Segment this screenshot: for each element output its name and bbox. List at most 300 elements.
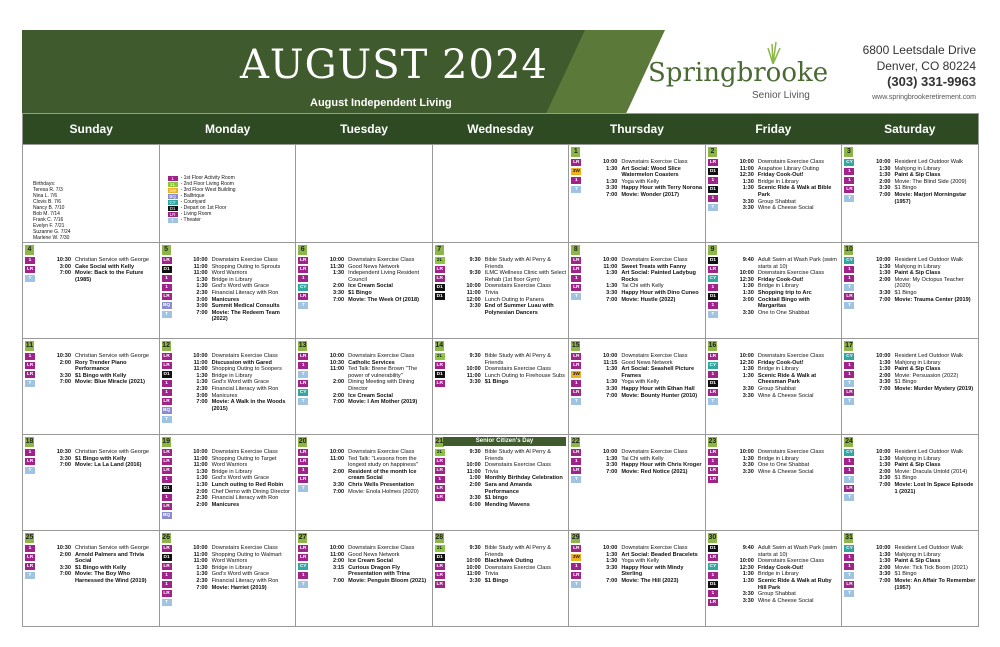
location-tag: D1 — [436, 372, 443, 377]
location-tag: LR — [436, 573, 443, 578]
birthday-entry: Suzanne G. 7/24 — [33, 229, 71, 235]
location-tag: LR — [846, 294, 853, 299]
day-number: 5 — [162, 245, 171, 255]
event-title: Tai Chi with Kelly — [621, 455, 664, 462]
location-tag: BQ — [162, 408, 171, 413]
event-time: 2:00 — [879, 178, 891, 185]
event-row — [186, 482, 294, 489]
event-time: 2:00 — [59, 359, 71, 366]
day-cell — [159, 145, 296, 242]
event-time: 1:30 — [606, 366, 618, 373]
birthday-entry: Nancy B. 7/10 — [33, 205, 65, 211]
event-list — [595, 353, 703, 399]
event-list — [322, 257, 430, 303]
event-time: 11:00 — [466, 289, 481, 296]
event-title: Movie: The Boy Who Harnessed the Wind (2019) — [75, 571, 147, 584]
event-row — [868, 552, 976, 559]
event-row — [322, 283, 430, 290]
event-time: 3:30 — [742, 385, 754, 392]
location-tag: LR — [436, 267, 443, 272]
event-title: Chris Wells Presentation — [348, 481, 414, 488]
event-time: 3:30 — [742, 198, 754, 205]
event-row — [322, 565, 430, 578]
event-title: Scenic Ride & Walk at Cheesman Park — [757, 372, 817, 386]
event-row — [49, 456, 157, 463]
location-tags — [571, 159, 582, 195]
event-time: 1:30 — [196, 372, 208, 379]
event-title: Group Shabbat — [757, 385, 796, 392]
event-title: Resident of the month Ice cream Social — [348, 468, 417, 482]
event-row — [322, 393, 430, 400]
day-cell — [23, 339, 159, 434]
event-title: Downstairs Exercise Class — [211, 449, 278, 455]
event-time: 7:00 — [59, 462, 71, 469]
event-time: 10:00 — [876, 159, 891, 165]
event-title: Good News Network — [348, 551, 400, 558]
location-tag: LR — [163, 459, 170, 464]
day-number: 9 — [708, 245, 717, 255]
event-title: Group Shabbat — [757, 591, 796, 598]
event-time: 7:00 — [606, 468, 618, 475]
location-tag: D1 — [709, 546, 716, 551]
day-number: 30 — [708, 534, 717, 541]
event-row — [459, 449, 567, 462]
event-time: 1:30 — [606, 165, 618, 172]
event-row — [732, 353, 840, 360]
event-title: Yoga with Kelly — [621, 379, 660, 386]
location-tag: 1 — [844, 458, 854, 465]
event-time: 3:30 — [606, 289, 618, 296]
event-title: Movie: Marjori Morningstar (1957) — [894, 191, 967, 205]
event-row — [868, 565, 976, 572]
day-cell — [295, 435, 432, 530]
location-tags — [162, 353, 173, 425]
event-time: 1:30 — [196, 276, 208, 283]
event-list — [868, 159, 976, 205]
event-time: 2:00 — [59, 551, 71, 558]
location-tags — [298, 545, 309, 590]
location-tag: T — [708, 311, 718, 318]
location-tag: D1 — [436, 555, 443, 560]
event-time: 11:00 — [193, 558, 208, 565]
event-title: $1 Bingo — [894, 289, 917, 296]
event-title: Yoga with Kelly — [621, 178, 660, 185]
event-row — [595, 578, 703, 585]
location-tag: LR — [299, 555, 307, 560]
event-title: Ted Talk: "Lessons from the longest study on happiness" — [348, 455, 418, 469]
calendar — [22, 113, 979, 627]
event-row — [186, 386, 294, 393]
event-row — [186, 502, 294, 509]
event-time: 1:30 — [196, 283, 208, 290]
location-tag: LR — [26, 363, 34, 368]
event-title: Adult Swim at Wash Park (swim starts at 10) — [757, 257, 837, 270]
event-title: Chef Demo with Dining Director — [211, 488, 290, 495]
event-row — [322, 489, 430, 496]
day-cell — [568, 435, 705, 530]
location-tag: T — [571, 398, 581, 405]
event-row — [186, 585, 294, 592]
location-tag: T — [25, 275, 35, 282]
event-row — [595, 159, 703, 166]
calendar-week — [23, 434, 978, 530]
event-time: 12:30 — [739, 564, 754, 571]
event-time: 9:30 — [469, 257, 481, 263]
event-time: 1:30 — [879, 359, 891, 366]
location-tag: 3W — [572, 169, 580, 174]
day-cell — [23, 531, 159, 626]
day-cell — [432, 435, 569, 530]
location-tags — [844, 449, 855, 503]
weekday-label: Friday — [755, 122, 792, 136]
location-tag: D1 — [709, 294, 716, 299]
location-tag: LR — [573, 450, 580, 455]
location-tag: LR — [26, 267, 34, 272]
location-tag: T — [844, 195, 854, 202]
event-title: Shopping Outing to Sprouts — [211, 263, 281, 270]
location-tag: LR — [436, 582, 443, 587]
event-row — [322, 379, 430, 392]
location-tags — [708, 159, 719, 213]
event-title: Good News Network — [348, 263, 400, 270]
location-tag: 1 — [844, 275, 854, 282]
birthday-entry: Frank C. 7/16 — [33, 217, 64, 223]
event-time: 7:00 — [879, 577, 891, 584]
event-title: $1 Bingo with Kelly — [75, 564, 127, 571]
event-row — [322, 558, 430, 565]
event-time: 3:30 — [879, 379, 891, 386]
event-row — [322, 257, 430, 264]
event-title: Movie: My Octopus Teacher (2020) — [894, 276, 964, 290]
location-tag: 1 — [162, 380, 172, 387]
event-time: 3:30 — [742, 392, 754, 399]
event-time: 10:00 — [739, 449, 754, 455]
day-number: 24 — [845, 438, 853, 445]
location-tag: 1 — [162, 284, 172, 291]
event-time: 1:30 — [742, 571, 754, 578]
day-cell — [159, 435, 296, 530]
location-tag: 3W — [572, 372, 580, 377]
event-title: Bridge in Library — [757, 455, 799, 462]
location-tag: 3W — [572, 555, 580, 560]
event-time: 10:00 — [466, 366, 481, 373]
event-row — [595, 297, 703, 304]
event-title: Financial Literacy with Ron — [211, 289, 279, 296]
event-row — [186, 578, 294, 585]
event-time: 3:30 — [469, 303, 481, 310]
event-time: 1:30 — [606, 551, 618, 558]
location-tag: 1 — [298, 467, 308, 474]
logo-text: Springbrooke — [648, 58, 829, 88]
legend-swatch: T — [168, 218, 178, 223]
day-number: 11 — [25, 342, 34, 349]
event-row — [868, 571, 976, 578]
event-title: Downstairs Exercise Class — [211, 257, 278, 263]
event-row — [595, 462, 703, 469]
event-title: Wine & Cheese Social — [757, 205, 814, 212]
location-tag: 1 — [708, 458, 718, 465]
event-time: 9:40 — [742, 257, 754, 263]
event-row — [186, 303, 294, 310]
location-tag: D1 — [436, 294, 443, 299]
event-row — [868, 386, 976, 393]
location-tags — [435, 449, 446, 503]
legend-swatch: BQ — [169, 193, 176, 199]
event-time: 2:00 — [332, 379, 345, 386]
event-time: 7:00 — [59, 270, 71, 277]
weekday-label: Saturday — [884, 122, 936, 136]
event-row — [732, 456, 840, 463]
location-tag: T — [162, 311, 172, 318]
event-title: Bible Study with Al Perry & Friends — [484, 545, 551, 558]
location-tags — [25, 353, 36, 389]
location-tag: 1 — [708, 284, 718, 291]
event-title: Movie: La La Land (2016) — [75, 462, 142, 469]
location-tag: 1 — [435, 476, 445, 483]
location-tag: 1 — [844, 168, 854, 175]
location-tag: 1 — [844, 467, 854, 474]
location-legend — [168, 175, 236, 223]
event-row — [49, 552, 157, 565]
event-title: Rory Trender Piano Performance — [75, 359, 127, 373]
location-tag: LR — [573, 390, 580, 395]
event-list — [49, 353, 157, 386]
event-title: Movie: Back to the Future (1985) — [75, 270, 144, 283]
event-title: $1 bingo — [484, 495, 508, 502]
event-time: 1:30 — [196, 481, 208, 488]
event-title: Paint & Sip Class — [894, 462, 941, 469]
event-time: 2:00 — [332, 468, 345, 475]
event-title: Mahjong in Library — [894, 165, 941, 172]
event-list — [732, 545, 840, 604]
event-time: 10:00 — [603, 449, 618, 455]
location-tag: T — [571, 293, 581, 300]
location-tag: LR — [299, 294, 307, 299]
event-row — [186, 283, 294, 290]
event-row — [322, 353, 430, 360]
calendar-week — [23, 144, 978, 242]
event-title: Lunch Outing to Firehouse Subs — [484, 372, 565, 379]
event-list — [868, 545, 976, 591]
day-number: 16 — [708, 342, 717, 349]
event-row — [732, 469, 840, 476]
day-number: 6 — [298, 245, 307, 255]
location-tags — [571, 257, 582, 302]
event-row — [459, 545, 567, 558]
location-tag: CY — [846, 258, 853, 263]
event-row — [732, 386, 840, 393]
location-tag: D1 — [709, 169, 716, 174]
location-tags — [708, 449, 719, 485]
event-time: 10:00 — [739, 270, 754, 277]
event-row — [732, 558, 840, 565]
event-row — [459, 565, 567, 572]
event-title: God's Word with Grace — [211, 283, 270, 290]
location-tag: 1 — [708, 590, 718, 597]
weekday-label: Tuesday — [340, 122, 388, 136]
location-tags — [571, 353, 582, 407]
event-time: 1:30 — [879, 366, 891, 373]
event-time: 10:00 — [466, 283, 481, 290]
event-time: 3:30 — [606, 462, 618, 469]
event-time: 1:30 — [879, 172, 891, 179]
event-time: 3:15 — [332, 564, 345, 571]
event-time: 7:00 — [196, 584, 208, 591]
event-title: Cake Social with Kelly — [75, 263, 135, 270]
event-title: Resident Led Outdoor Walk — [894, 545, 963, 551]
legend-label: - Courtyard — [180, 199, 206, 205]
event-row — [868, 475, 976, 482]
event-title: Shopping Outing to Soopers — [211, 366, 282, 373]
event-time: 3:30 — [879, 571, 891, 578]
event-title: Movie: Penguin Bloom (2021) — [348, 577, 427, 584]
event-time: 10:00 — [193, 257, 208, 263]
day-number: 18 — [25, 438, 34, 445]
event-row — [868, 578, 976, 591]
event-row — [595, 166, 703, 179]
event-list — [459, 545, 567, 585]
event-row — [186, 257, 294, 264]
address-line-1: 6800 Leetsdale Drive — [862, 43, 976, 57]
location-tag: 1 — [844, 266, 854, 273]
event-row — [868, 270, 976, 277]
event-row — [732, 199, 840, 206]
day-cell — [841, 339, 978, 434]
event-title: Mahjong in Library — [894, 455, 941, 462]
location-tags — [708, 545, 719, 608]
location-tag: LR — [709, 354, 717, 359]
location-tags — [844, 545, 855, 599]
event-title: Bridge in Library — [211, 372, 253, 379]
event-time: 11:00 — [330, 551, 345, 558]
location-tags — [435, 257, 446, 302]
location-tag: LR — [299, 381, 307, 386]
location-tag: LR — [846, 390, 853, 395]
location-tags — [298, 257, 309, 311]
event-row — [459, 571, 567, 578]
event-row — [732, 185, 840, 198]
event-title: Shopping Outing to Walmart — [211, 551, 282, 558]
event-time: 10:30 — [56, 449, 71, 455]
event-time: 3:00 — [196, 296, 208, 303]
location-tag: 1 — [844, 362, 854, 369]
location-tag: 1 — [298, 362, 308, 369]
event-time: 1:30 — [196, 475, 208, 482]
event-row — [186, 277, 294, 284]
event-title: Friday Cook-Out! — [757, 172, 804, 179]
event-title: God's Word with Grace — [211, 571, 270, 578]
event-row — [322, 482, 430, 489]
event-time: 9:40 — [742, 545, 754, 551]
event-title: Downstairs Exercise Class — [757, 159, 825, 165]
event-list — [732, 159, 840, 212]
event-row — [595, 558, 703, 565]
event-time: 7:00 — [332, 488, 345, 495]
event-time: 10:00 — [193, 353, 208, 359]
event-title: Catholic Services — [348, 359, 395, 366]
event-title: Movie: Enola Holmes (2020) — [348, 488, 419, 495]
location-tag: T — [162, 599, 172, 606]
event-time: 1:30 — [742, 366, 754, 373]
event-row — [186, 558, 294, 565]
location-tag: T — [25, 572, 35, 579]
location-tag: LR — [709, 600, 717, 605]
location-tag: LR — [573, 573, 580, 578]
event-row — [322, 578, 430, 585]
event-time: 1:30 — [332, 270, 345, 277]
location-tag: 1 — [844, 371, 854, 378]
weekday-label: Thursday — [609, 122, 664, 136]
event-title: Downstairs Exercise Class — [621, 159, 688, 165]
event-row — [459, 366, 567, 373]
location-tag: CY — [709, 564, 717, 569]
location-tag: D1 — [163, 486, 170, 491]
event-title: Resident Led Outdoor Walk — [894, 449, 963, 455]
day-cell — [432, 531, 569, 626]
day-cell — [841, 435, 978, 530]
event-time: 11:00 — [466, 468, 481, 475]
event-time: 9:30 — [469, 449, 481, 455]
event-time: 1:30 — [879, 165, 891, 172]
event-time: 3:00 — [196, 303, 208, 310]
event-title: Movie: An Affair To Remember (1957) — [894, 577, 976, 591]
day-number: 7 — [435, 245, 444, 255]
event-time: 1:30 — [196, 468, 208, 475]
location-tag: LR — [709, 450, 717, 455]
day-cell — [568, 145, 705, 242]
event-list — [186, 449, 294, 508]
event-title: Art Social: Beaded Bracelets — [621, 551, 698, 558]
event-title: Downstairs Exercise Class — [484, 462, 551, 469]
event-title: Shopping Outing to Target — [211, 455, 277, 462]
event-title: $1 Bingo with Kelly — [75, 372, 127, 379]
event-title: Downstairs Exercise Class — [484, 564, 551, 571]
location-tag: LR — [709, 160, 717, 165]
location-tag: T — [298, 485, 308, 492]
event-title: End of Summer Luau with Polynesian Dancers — [484, 303, 554, 316]
event-title: Downstairs Exercise Class — [348, 257, 415, 263]
event-row — [868, 462, 976, 469]
calendar-week — [23, 530, 978, 626]
birthday-entry: Marlene W. 7/30 — [33, 235, 70, 241]
event-time: 10:00 — [876, 257, 891, 263]
location-tag: LR — [26, 564, 34, 569]
event-row — [322, 456, 430, 469]
location-tag: T — [25, 380, 35, 387]
event-title: $1 Bingo — [894, 185, 917, 192]
event-title: Movie: Blue Miracle (2021) — [75, 379, 145, 386]
event-time: 3:00 — [196, 392, 208, 399]
event-row — [732, 591, 840, 598]
event-list — [595, 257, 703, 303]
event-row — [459, 283, 567, 290]
event-time: 3:30 — [59, 455, 71, 462]
location-tag: LR — [163, 363, 170, 368]
event-time: 7:00 — [59, 379, 71, 386]
location-tag: 1 — [25, 353, 35, 360]
day-cell — [159, 531, 296, 626]
event-title: One to One Shabbat — [757, 309, 810, 316]
website: www.springbrookeretirement.com — [872, 94, 976, 101]
event-time: 11:00 — [193, 263, 208, 270]
day-number: 28 — [435, 534, 444, 541]
event-time: 7:00 — [196, 309, 208, 316]
event-row — [868, 179, 976, 186]
legend-swatch: 3W — [169, 187, 176, 193]
event-row — [49, 571, 157, 584]
event-time: 10:30 — [56, 257, 71, 263]
day-number: 13 — [298, 342, 307, 349]
